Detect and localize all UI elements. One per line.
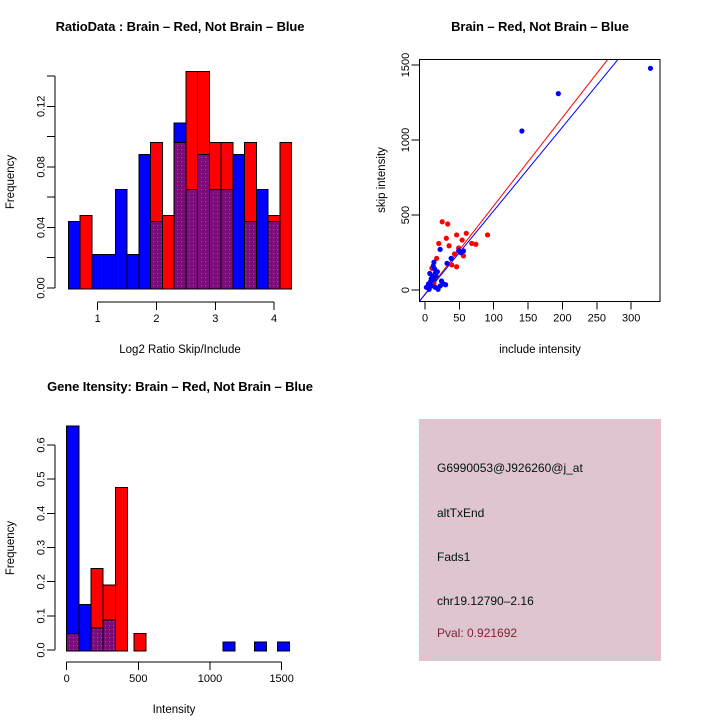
pval-text: Pval: 0.921692 [437, 626, 518, 640]
svg-text:1000: 1000 [197, 673, 223, 685]
svg-text:0: 0 [399, 286, 412, 294]
svg-text:0.0: 0.0 [35, 642, 48, 658]
panel-gene-info [360, 360, 720, 720]
svg-text:Frequency: Frequency [5, 154, 17, 210]
svg-text:500: 500 [399, 205, 412, 225]
svg-text:1000: 1000 [399, 127, 412, 153]
svg-text:50: 50 [453, 312, 466, 325]
svg-text:2: 2 [153, 313, 160, 325]
svg-gene-x-axis [64, 662, 294, 685]
splice-event-type-text: altTxEnd [437, 506, 485, 520]
svg-text:Frequency: Frequency [5, 520, 17, 576]
svg-gene-y-axis [36, 437, 56, 657]
svg-text:1500: 1500 [269, 673, 294, 685]
svg-ratio-y-axis [36, 76, 56, 299]
svg-text:300: 300 [622, 312, 641, 325]
svg-text:0: 0 [421, 312, 429, 325]
svg-text:skip intensity: skip intensity [376, 147, 388, 213]
panel-ratio-histogram [0, 0, 360, 360]
svg-text:200: 200 [553, 312, 572, 325]
svg-text:4: 4 [271, 313, 278, 325]
svg-text:250: 250 [587, 312, 607, 325]
svg-gene-bars [67, 426, 290, 651]
svg-text:0: 0 [63, 673, 70, 685]
svg-ratio-bars [68, 71, 291, 289]
not-brain-points [424, 66, 653, 292]
gene-histogram-chart [0, 360, 360, 720]
svg-text:1500: 1500 [399, 52, 412, 78]
svg-text:0.08: 0.08 [35, 156, 48, 178]
probe-id-text: G6990053@J926260@j_at [437, 461, 583, 475]
gene-info-box [419, 419, 661, 661]
svg-text:0.00: 0.00 [35, 277, 48, 299]
gene-histogram-title: Gene Itensity: Brain – Red, Not Brain – Blue [47, 379, 313, 394]
regression-lines [419, 59, 618, 302]
ratio-histogram-title: RatioData : Brain – Red, Not Brain – Blue [55, 19, 305, 34]
svg-text:0.5: 0.5 [35, 471, 48, 487]
svg-text:0.04: 0.04 [35, 216, 48, 239]
svg-text:0.6: 0.6 [35, 437, 48, 453]
svg-text:500: 500 [129, 673, 148, 685]
svg-text:0.4: 0.4 [35, 505, 48, 521]
svg-text:0.1: 0.1 [35, 608, 48, 624]
svg-text:Intensity: Intensity [152, 704, 196, 716]
svg-text:100: 100 [484, 312, 503, 325]
gene-symbol-text: Fads1 [437, 550, 471, 564]
svg-ratio-x-axis [95, 302, 277, 325]
ratio-histogram-chart [0, 0, 360, 360]
svg-text:Log2 Ratio Skip/Include: Log2 Ratio Skip/Include [119, 344, 241, 356]
scatter-title: Brain – Red, Not Brain – Blue [451, 19, 629, 34]
panel-gene-histogram [0, 360, 360, 720]
svg-text:1: 1 [94, 313, 101, 325]
intensity-scatter-chart [360, 0, 720, 360]
svg-text:150: 150 [518, 312, 538, 325]
svg-text:3: 3 [212, 313, 219, 325]
svg-text:0.3: 0.3 [35, 539, 48, 556]
svg-text:include intensity: include intensity [499, 344, 581, 356]
locus-text: chr19.12790–2.16 [437, 594, 534, 608]
panel-intensity-scatter [360, 0, 720, 360]
svg-text:0.2: 0.2 [35, 574, 48, 590]
svg-text:0.12: 0.12 [35, 95, 48, 117]
